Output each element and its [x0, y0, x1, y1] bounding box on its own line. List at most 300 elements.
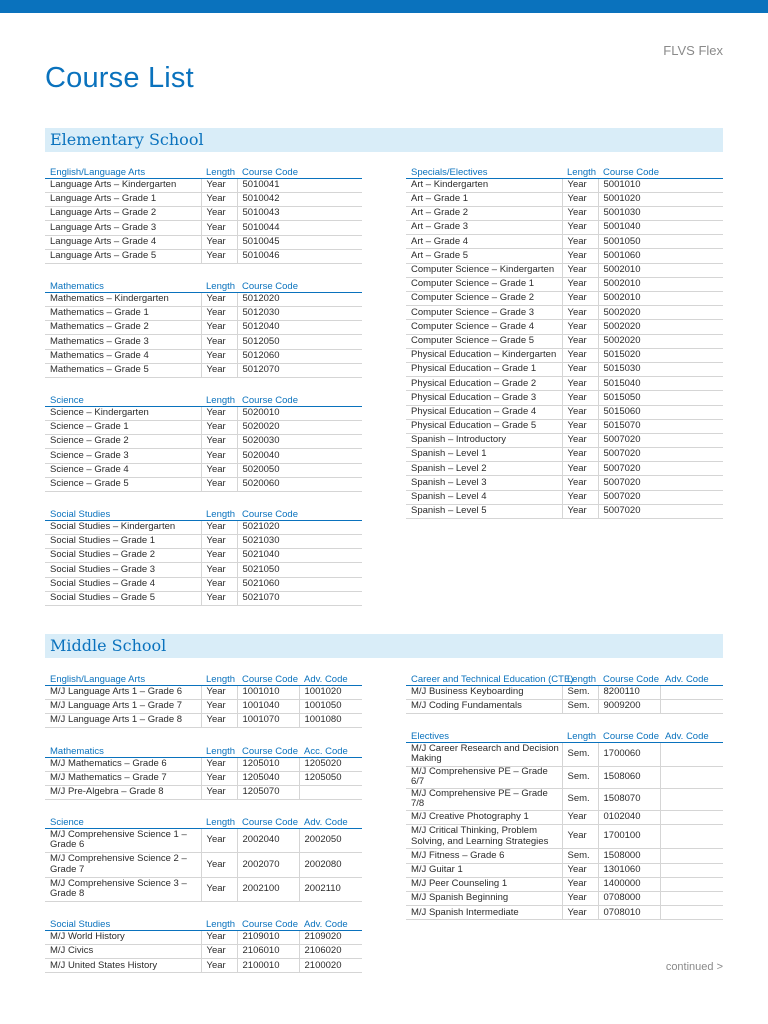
table-row	[45, 577, 362, 591]
column-header: Course Code	[237, 814, 299, 828]
table-row	[406, 377, 723, 391]
course-name: Mathematics – Grade 3	[45, 335, 201, 349]
column-header-category: Specials/Electives	[406, 164, 562, 178]
course-table	[45, 916, 362, 973]
advanced-code: 1001020	[299, 685, 362, 699]
table-row	[45, 207, 362, 221]
course-length: Year	[562, 906, 598, 920]
course-name: Art – Grade 1	[406, 192, 562, 206]
table-row	[45, 930, 362, 944]
continued-link[interactable]: continued >	[665, 961, 723, 973]
course-code: 5007020	[598, 433, 723, 447]
course-length: Year	[201, 520, 237, 534]
table-row	[406, 892, 723, 906]
column-header-category: Social Studies	[45, 916, 201, 930]
column-header-category: Science	[45, 814, 201, 828]
table-row	[45, 406, 362, 420]
course-code: 5012050	[237, 335, 362, 349]
table-row	[45, 944, 362, 958]
table-header-row	[406, 728, 723, 742]
table-row	[406, 292, 723, 306]
advanced-code: 2002080	[299, 853, 362, 878]
course-code: 5010044	[237, 221, 362, 235]
table-row	[406, 877, 723, 891]
course-table	[406, 671, 723, 714]
brand-label: FLVS Flex	[663, 43, 723, 58]
section-header-middle	[45, 634, 723, 658]
course-table	[406, 164, 723, 519]
course-length: Year	[562, 892, 598, 906]
table-row	[45, 477, 362, 491]
column-header: Course Code	[598, 164, 723, 178]
course-code: 5012020	[237, 292, 362, 306]
course-name: M/J Peer Counseling 1	[406, 877, 562, 891]
course-code: 5021030	[237, 534, 362, 548]
course-length: Year	[201, 463, 237, 477]
course-code: 5012030	[237, 306, 362, 320]
advanced-code	[660, 767, 723, 789]
course-code: 5021060	[237, 577, 362, 591]
course-table	[45, 278, 362, 378]
column-header: Length	[562, 728, 598, 742]
course-code: 1001040	[237, 699, 299, 713]
course-name: M/J Mathematics – Grade 6	[45, 757, 201, 771]
table-header-row	[45, 392, 362, 406]
course-length: Year	[201, 420, 237, 434]
course-name: Computer Science – Grade 3	[406, 306, 562, 320]
course-length: Year	[562, 419, 598, 433]
course-length: Year	[201, 853, 237, 878]
table-row	[45, 828, 362, 853]
course-name: Computer Science – Grade 4	[406, 320, 562, 334]
table-header-row	[45, 743, 362, 757]
course-length: Year	[562, 877, 598, 891]
course-name: M/J Coding Fundamentals	[406, 699, 562, 713]
table-row	[45, 435, 362, 449]
course-name: Spanish – Level 4	[406, 490, 562, 504]
course-code: 5010046	[237, 249, 362, 263]
table-header-row	[45, 506, 362, 520]
course-length: Year	[201, 178, 237, 192]
table-row	[406, 788, 723, 810]
course-name: Science – Grade 2	[45, 435, 201, 449]
course-code: 5015020	[598, 348, 723, 362]
course-table	[45, 743, 362, 800]
section-title: Middle School	[50, 636, 167, 655]
advanced-code	[660, 877, 723, 891]
course-name: M/J Guitar 1	[406, 863, 562, 877]
course-name: M/J Fitness – Grade 6	[406, 849, 562, 863]
table-row	[45, 221, 362, 235]
course-length: Year	[562, 249, 598, 263]
course-length: Year	[201, 828, 237, 853]
course-code: 5002020	[598, 320, 723, 334]
course-name: M/J Comprehensive Science 1 – Grade 6	[45, 828, 201, 853]
advanced-code: 2100020	[299, 959, 362, 973]
course-name: Language Arts – Grade 2	[45, 207, 201, 221]
course-length: Year	[201, 549, 237, 563]
course-length: Year	[562, 504, 598, 518]
column-header: Course Code	[237, 916, 299, 930]
course-code: 1508070	[598, 788, 660, 810]
course-length: Year	[201, 192, 237, 206]
course-length: Year	[201, 235, 237, 249]
course-name: Art – Grade 2	[406, 206, 562, 220]
course-length: Year	[562, 362, 598, 376]
course-code: 1301060	[598, 863, 660, 877]
table-row	[406, 334, 723, 348]
table-header-row	[45, 814, 362, 828]
course-code: 5020030	[237, 435, 362, 449]
course-length: Year	[562, 476, 598, 490]
table-row	[406, 391, 723, 405]
table-row	[45, 520, 362, 534]
course-length: Year	[201, 591, 237, 605]
course-length: Year	[562, 863, 598, 877]
course-code: 5010042	[237, 192, 362, 206]
course-length: Year	[201, 406, 237, 420]
table-row	[45, 853, 362, 878]
course-length: Sem.	[562, 849, 598, 863]
course-name: Computer Science – Grade 5	[406, 334, 562, 348]
course-length: Year	[201, 207, 237, 221]
course-code: 5001040	[598, 221, 723, 235]
course-name: M/J United States History	[45, 959, 201, 973]
course-name: Science – Grade 3	[45, 449, 201, 463]
table-row	[406, 235, 723, 249]
advanced-code	[660, 810, 723, 824]
course-length: Year	[562, 263, 598, 277]
course-name: M/J Mathematics – Grade 7	[45, 771, 201, 785]
advanced-code	[299, 785, 362, 799]
column-header: Course Code	[237, 278, 362, 292]
page-title: Course List	[45, 62, 194, 94]
column-header: Length	[201, 164, 237, 178]
course-name: M/J Critical Thinking, Problem Solving, and Learning Strategies	[406, 824, 562, 849]
column-header: Adv. Code	[299, 916, 362, 930]
top-accent-bar	[0, 0, 768, 13]
course-code: 1508000	[598, 849, 660, 863]
table-row	[45, 292, 362, 306]
course-code: 5020060	[237, 477, 362, 491]
column-header: Length	[201, 671, 237, 685]
table-row	[406, 767, 723, 789]
table-row	[45, 757, 362, 771]
table-row	[406, 320, 723, 334]
course-code: 2002040	[237, 828, 299, 853]
table-header-row	[45, 671, 362, 685]
advanced-code	[660, 788, 723, 810]
course-name: Spanish – Introductory	[406, 433, 562, 447]
course-name: Science – Grade 1	[45, 420, 201, 434]
course-name: Social Studies – Grade 5	[45, 591, 201, 605]
course-name: Social Studies – Grade 2	[45, 549, 201, 563]
course-code: 2106010	[237, 944, 299, 958]
course-code: 5001030	[598, 206, 723, 220]
advanced-code	[660, 849, 723, 863]
column-header: Course Code	[237, 392, 362, 406]
course-name: M/J Language Arts 1 – Grade 7	[45, 699, 201, 713]
table-row	[45, 363, 362, 377]
course-code: 5020040	[237, 449, 362, 463]
course-code: 5002010	[598, 277, 723, 291]
course-table	[45, 671, 362, 728]
advanced-code	[660, 863, 723, 877]
course-length: Year	[562, 221, 598, 235]
table-row	[45, 349, 362, 363]
course-code: 0708000	[598, 892, 660, 906]
course-name: Mathematics – Grade 4	[45, 349, 201, 363]
course-code: 2109010	[237, 930, 299, 944]
table-row	[406, 824, 723, 849]
course-name: Computer Science – Kindergarten	[406, 263, 562, 277]
course-length: Year	[562, 235, 598, 249]
table-row	[406, 504, 723, 518]
course-name: Spanish – Level 5	[406, 504, 562, 518]
course-length: Sem.	[562, 788, 598, 810]
course-length: Year	[562, 320, 598, 334]
table-row	[45, 713, 362, 727]
course-table	[45, 506, 362, 606]
course-name: Language Arts – Grade 3	[45, 221, 201, 235]
table-row	[406, 419, 723, 433]
course-code: 5012070	[237, 363, 362, 377]
table-row	[406, 490, 723, 504]
course-name: M/J Comprehensive Science 3 – Grade 8	[45, 877, 201, 902]
table-row	[406, 263, 723, 277]
course-code: 5001060	[598, 249, 723, 263]
course-name: M/J Language Arts 1 – Grade 6	[45, 685, 201, 699]
course-length: Year	[201, 363, 237, 377]
table-row	[45, 785, 362, 799]
column-header: Adv. Code	[299, 671, 362, 685]
advanced-code	[660, 892, 723, 906]
advanced-code: 2106020	[299, 944, 362, 958]
course-length: Year	[201, 221, 237, 235]
table-row	[406, 849, 723, 863]
advanced-code: 2109020	[299, 930, 362, 944]
course-name: M/J Language Arts 1 – Grade 8	[45, 713, 201, 727]
course-code: 5021020	[237, 520, 362, 534]
course-code: 5002020	[598, 334, 723, 348]
column-header: Length	[562, 671, 598, 685]
advanced-code	[660, 685, 723, 699]
course-code: 5021070	[237, 591, 362, 605]
course-length: Sem.	[562, 685, 598, 699]
course-code: 5001020	[598, 192, 723, 206]
course-name: Art – Kindergarten	[406, 178, 562, 192]
course-length: Year	[201, 449, 237, 463]
table-row	[45, 420, 362, 434]
table-header-row	[45, 278, 362, 292]
course-name: Physical Education – Grade 5	[406, 419, 562, 433]
course-name: Science – Grade 5	[45, 477, 201, 491]
course-length: Year	[562, 433, 598, 447]
table-row	[45, 685, 362, 699]
course-name: Physical Education – Grade 1	[406, 362, 562, 376]
section-header-elementary	[45, 128, 723, 152]
course-name: Art – Grade 4	[406, 235, 562, 249]
course-name: Mathematics – Kindergarten	[45, 292, 201, 306]
course-code: 1700060	[598, 742, 660, 767]
course-length: Year	[562, 405, 598, 419]
course-name: M/J World History	[45, 930, 201, 944]
course-code: 5007020	[598, 462, 723, 476]
course-code: 1205010	[237, 757, 299, 771]
course-name: Physical Education – Kindergarten	[406, 348, 562, 362]
course-length: Year	[562, 824, 598, 849]
course-length: Year	[562, 192, 598, 206]
table-row	[406, 206, 723, 220]
course-code: 1001010	[237, 685, 299, 699]
course-table	[45, 164, 362, 264]
table-row	[406, 906, 723, 920]
column-header: Course Code	[598, 671, 660, 685]
course-name: M/J Career Research and Decision Making	[406, 742, 562, 767]
table-row	[406, 476, 723, 490]
course-code: 5020020	[237, 420, 362, 434]
course-code: 5002010	[598, 292, 723, 306]
course-code: 2100010	[237, 959, 299, 973]
course-code: 5001050	[598, 235, 723, 249]
course-length: Year	[562, 377, 598, 391]
course-code: 1001070	[237, 713, 299, 727]
course-table	[45, 814, 362, 902]
course-name: M/J Comprehensive PE – Grade 6/7	[406, 767, 562, 789]
course-code: 5021040	[237, 549, 362, 563]
column-header: Length	[201, 814, 237, 828]
course-name: M/J Business Keyboarding	[406, 685, 562, 699]
course-code: 1508060	[598, 767, 660, 789]
course-length: Sem.	[562, 742, 598, 767]
course-name: M/J Creative Photography 1	[406, 810, 562, 824]
column-header: Course Code	[598, 728, 660, 742]
course-code: 5015030	[598, 362, 723, 376]
course-name: Science – Kindergarten	[45, 406, 201, 420]
course-name: Language Arts – Grade 4	[45, 235, 201, 249]
course-name: Spanish – Level 3	[406, 476, 562, 490]
table-row	[406, 448, 723, 462]
advanced-code: 1205020	[299, 757, 362, 771]
advanced-code: 2002050	[299, 828, 362, 853]
course-length: Year	[201, 349, 237, 363]
course-code: 5002020	[598, 306, 723, 320]
course-length: Year	[562, 448, 598, 462]
table-row	[406, 249, 723, 263]
course-length: Year	[201, 685, 237, 699]
course-length: Year	[562, 292, 598, 306]
course-name: Social Studies – Kindergarten	[45, 520, 201, 534]
course-code: 1700100	[598, 824, 660, 849]
column-header-category: Mathematics	[45, 278, 201, 292]
column-header: Course Code	[237, 743, 299, 757]
column-header: Length	[562, 164, 598, 178]
course-length: Year	[562, 490, 598, 504]
advanced-code	[660, 742, 723, 767]
course-code: 5015050	[598, 391, 723, 405]
course-code: 5020010	[237, 406, 362, 420]
course-code: 5015070	[598, 419, 723, 433]
table-row	[45, 549, 362, 563]
course-code: 1205070	[237, 785, 299, 799]
course-length: Year	[201, 477, 237, 491]
table-row	[406, 192, 723, 206]
table-row	[45, 192, 362, 206]
course-length: Year	[562, 391, 598, 405]
course-name: Mathematics – Grade 5	[45, 363, 201, 377]
course-code: 5021050	[237, 563, 362, 577]
course-length: Sem.	[562, 699, 598, 713]
advanced-code	[660, 906, 723, 920]
table-row	[406, 863, 723, 877]
course-code: 8200110	[598, 685, 660, 699]
column-header: Course Code	[237, 506, 362, 520]
column-header-category: Electives	[406, 728, 562, 742]
table-row	[45, 563, 362, 577]
course-code: 5007020	[598, 490, 723, 504]
course-name: Spanish – Level 1	[406, 448, 562, 462]
course-name: Art – Grade 5	[406, 249, 562, 263]
column-header: Course Code	[237, 671, 299, 685]
column-header: Length	[201, 916, 237, 930]
section-title: Elementary School	[50, 130, 204, 149]
table-row	[406, 221, 723, 235]
course-length: Year	[562, 306, 598, 320]
column-header: Length	[201, 506, 237, 520]
course-name: Social Studies – Grade 4	[45, 577, 201, 591]
course-length: Year	[201, 563, 237, 577]
column-header-category: Social Studies	[45, 506, 201, 520]
course-name: Mathematics – Grade 1	[45, 306, 201, 320]
column-header-category: Mathematics	[45, 743, 201, 757]
course-name: Mathematics – Grade 2	[45, 321, 201, 335]
table-row	[45, 335, 362, 349]
course-code: 0102040	[598, 810, 660, 824]
course-length: Year	[201, 249, 237, 263]
course-name: Physical Education – Grade 4	[406, 405, 562, 419]
course-length: Year	[201, 757, 237, 771]
course-length: Year	[201, 713, 237, 727]
course-name: Computer Science – Grade 2	[406, 292, 562, 306]
table-row	[406, 362, 723, 376]
advanced-code	[660, 824, 723, 849]
column-header: Adv. Code	[660, 671, 723, 685]
table-row	[45, 449, 362, 463]
course-code: 5012040	[237, 321, 362, 335]
column-header: Length	[201, 743, 237, 757]
course-code: 1205040	[237, 771, 299, 785]
course-name: Language Arts – Grade 1	[45, 192, 201, 206]
course-name: M/J Comprehensive Science 2 – Grade 7	[45, 853, 201, 878]
course-name: Physical Education – Grade 2	[406, 377, 562, 391]
advanced-code	[660, 699, 723, 713]
column-header-category: English/Language Arts	[45, 164, 201, 178]
course-code: 0708010	[598, 906, 660, 920]
table-row	[406, 699, 723, 713]
table-row	[45, 463, 362, 477]
course-name: Language Arts – Kindergarten	[45, 178, 201, 192]
course-table	[406, 728, 723, 920]
course-length: Year	[201, 335, 237, 349]
column-header-category: Science	[45, 392, 201, 406]
course-code: 9009200	[598, 699, 660, 713]
course-length: Year	[201, 292, 237, 306]
table-row	[406, 810, 723, 824]
course-length: Year	[201, 435, 237, 449]
column-header: Length	[201, 278, 237, 292]
course-length: Year	[201, 306, 237, 320]
advanced-code: 1001050	[299, 699, 362, 713]
